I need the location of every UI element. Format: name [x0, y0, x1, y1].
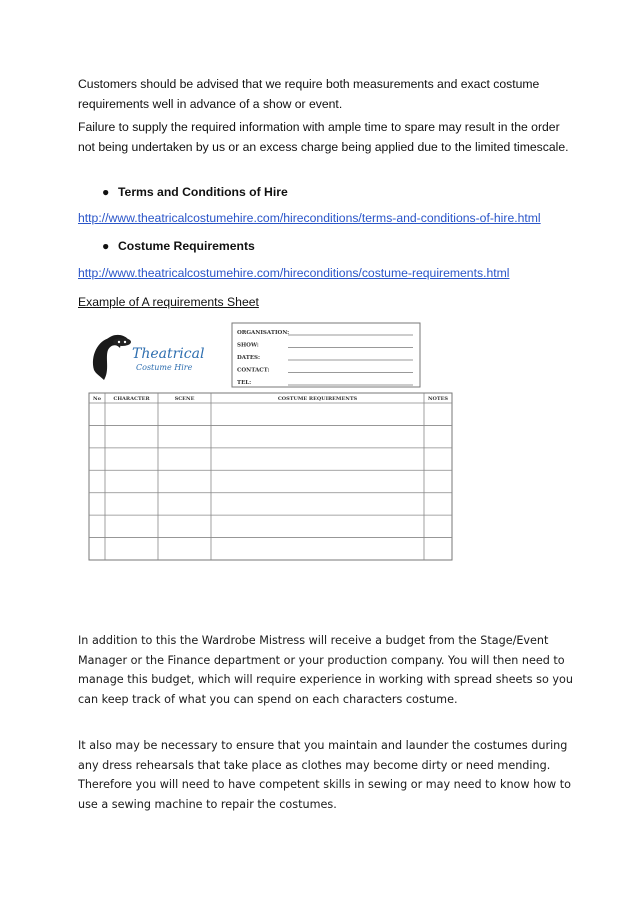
sheet-field-label: CONTACT:: [237, 367, 270, 374]
sheet-column-header: CHARACTER: [113, 396, 150, 402]
example-heading: Example of A requirements Sheet: [78, 295, 259, 309]
logo-text-theatrical: Theatrical: [132, 346, 205, 362]
sheet-field-label: DATES:: [237, 355, 261, 361]
sheet-field-label: SHOW:: [237, 342, 259, 349]
bullet-label: Costume Requirements: [118, 239, 255, 253]
sheet-column-header: COSTUME REQUIREMENTS: [277, 396, 358, 402]
sheet-column-header: NOTES: [427, 396, 449, 402]
paragraph-budget: In addition to this the Wardrobe Mistress will receive a budget from the Stage/Event Manager or the Finance department or your production company. You will then need to manage this budget, which will require experience in working with spread sheets so you can keep track of what you can spend on each characters costume.: [78, 634, 573, 706]
sheet-field-label: ORGANISATION:: [237, 330, 290, 336]
sheet-column-header: No: [93, 396, 101, 402]
logo-text-costume-hire: Costume Hire: [136, 363, 193, 372]
paragraph-launder: It also may be necessary to ensure that you maintain and launder the costumes during any dress rehearsals that take place as clothes may become dirty or need mending. Therefore you will need to have competent skills in sewing or may need to know how to use a sewing machine to repair the costumes.: [78, 739, 571, 811]
paragraph-failure: Failure to supply the required information with ample time to spare may result in the order not being undertaken by us or an excess charge being applied due to the limited timescale.: [78, 120, 569, 154]
sheet-column-header: SCENE: [174, 396, 195, 402]
theatrical-logo: [93, 335, 204, 380]
link-costume-requirements[interactable]: http://www.theatricalcostumehire.com/hireconditions/costume-requirements.html: [78, 266, 510, 280]
requirements-sheet-image: [80, 318, 460, 566]
paragraph-advice: Customers should be advised that we require both measurements and exact costume requirements well in advance of a show or event.: [78, 77, 540, 111]
link-terms[interactable]: http://www.theatricalcostumehire.com/hireconditions/terms-and-conditions-of-hire.html: [78, 211, 541, 225]
bullet-dot-icon: ●: [102, 185, 110, 199]
bullet-label: Terms and Conditions of Hire: [118, 185, 288, 199]
bullet-dot-icon: ●: [102, 239, 110, 253]
sheet-field-label: TEL:: [237, 380, 252, 386]
